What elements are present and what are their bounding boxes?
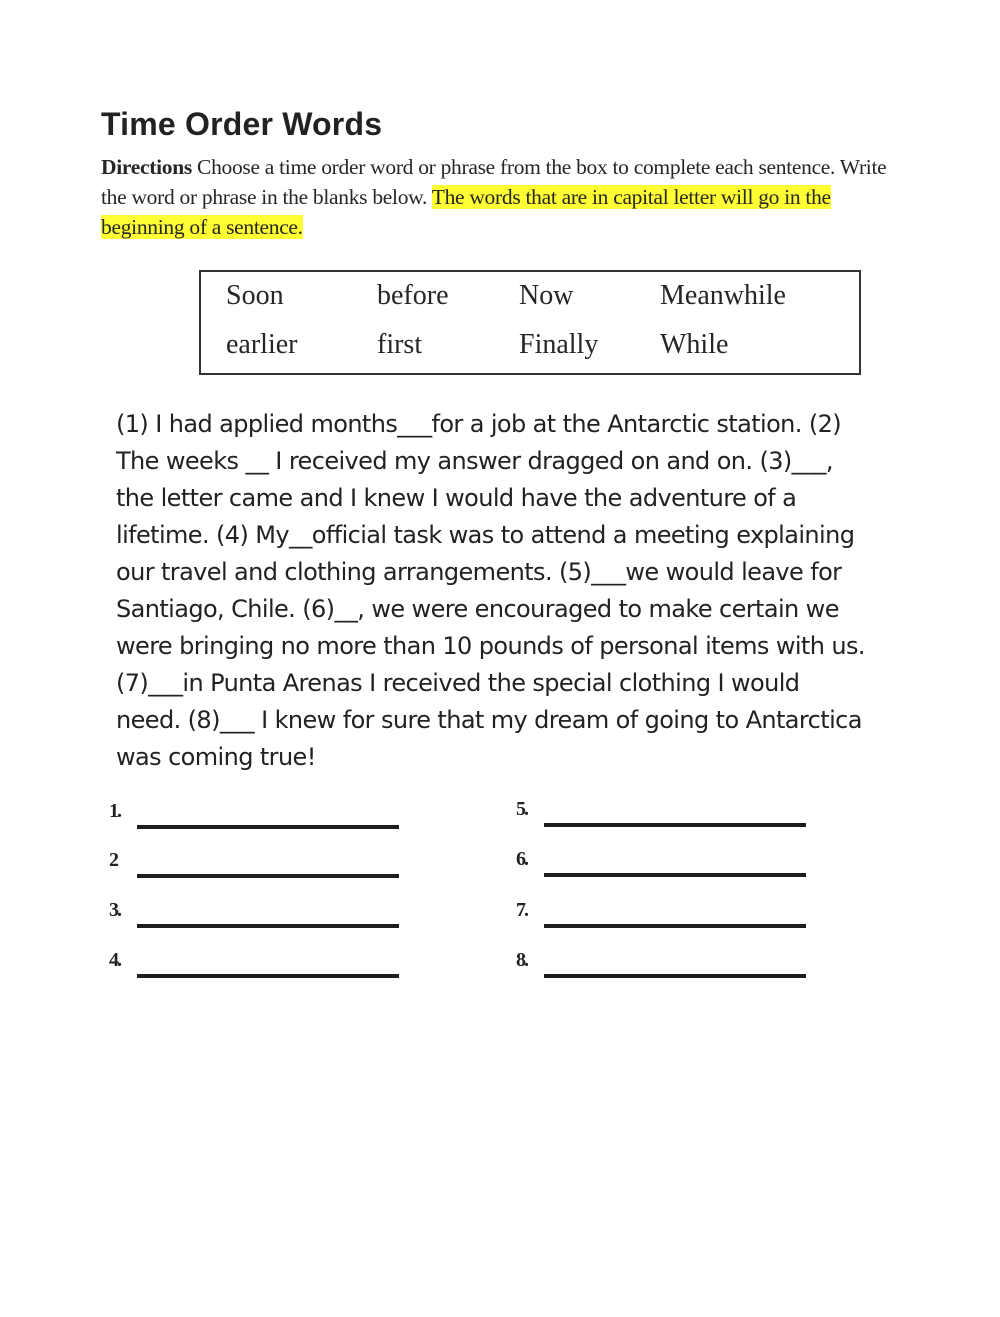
passage-text: (7) xyxy=(116,669,149,697)
passage-text: for a job at the Antarctic station. (2) xyxy=(431,410,842,438)
passage-text: (1) I had applied months xyxy=(116,410,398,438)
passage-text: official task was to attend a meeting explaining xyxy=(311,521,855,549)
answer-number: 2 xyxy=(109,849,117,871)
passage-line xyxy=(116,591,946,628)
passage-line xyxy=(116,554,946,591)
answer-input-6[interactable] xyxy=(544,873,806,877)
answer-row-4 xyxy=(109,949,409,989)
answer-input-5[interactable] xyxy=(544,823,806,827)
directions xyxy=(101,152,901,242)
answer-input-8[interactable] xyxy=(544,974,806,978)
word-bank-item: Now xyxy=(519,280,574,311)
answer-number: 8. xyxy=(516,949,527,971)
passage-line xyxy=(116,702,946,739)
passage-line xyxy=(116,665,946,702)
passage-text: were bringing no more than 10 pounds of personal items with us. xyxy=(116,632,865,660)
passage-blank-3: ___ xyxy=(791,447,826,475)
word-bank-item: first xyxy=(377,329,423,360)
passage-text: I knew for sure that my dream of going to Antarctica xyxy=(254,706,862,734)
passage-text: The weeks xyxy=(116,447,246,475)
answer-number: 5. xyxy=(516,798,527,820)
passage-line xyxy=(116,628,946,665)
passage-blank-2: __ xyxy=(245,447,269,475)
answer-number: 3. xyxy=(109,899,120,921)
answer-row-6 xyxy=(516,848,816,888)
passage-text: need. (8) xyxy=(116,706,220,734)
passage-text: Santiago, Chile. (6) xyxy=(116,595,335,623)
answer-row-7 xyxy=(516,899,816,939)
passage-text: I received my answer dragged on and on. (3) xyxy=(268,447,792,475)
passage-blank-1: ___ xyxy=(397,410,432,438)
passage-text: , xyxy=(825,447,833,475)
passage-text: , we were encouraged to make certain we xyxy=(357,595,839,623)
word-bank-box xyxy=(199,270,861,375)
directions-text: Choose a time order word or phrase from the box to complete each sentence. Write the word or phrase in the blanks below. xyxy=(101,155,887,209)
story-passage xyxy=(116,406,946,776)
passage-line xyxy=(116,739,946,776)
answer-number: 6. xyxy=(516,848,527,870)
answer-input-7[interactable] xyxy=(544,924,806,928)
answer-row-5 xyxy=(516,798,816,838)
answer-row-1 xyxy=(109,800,409,840)
passage-text: was coming true! xyxy=(116,743,316,771)
passage-text: our travel and clothing arrangements. (5) xyxy=(116,558,592,586)
passage-text: we would leave for xyxy=(625,558,842,586)
answer-input-2[interactable] xyxy=(137,874,399,878)
word-bank-item: earlier xyxy=(226,329,298,360)
directions-label: Directions xyxy=(101,155,192,179)
answer-input-4[interactable] xyxy=(137,974,399,978)
word-bank-item: Finally xyxy=(519,329,599,360)
passage-blank-7: ___ xyxy=(148,669,183,697)
answer-number: 4. xyxy=(109,949,120,971)
passage-blank-5: ___ xyxy=(591,558,626,586)
answer-row-2 xyxy=(109,849,409,889)
passage-line xyxy=(116,480,946,517)
passage-text: lifetime. (4) My xyxy=(116,521,289,549)
word-bank-item: While xyxy=(660,329,729,360)
answer-row-8 xyxy=(516,949,816,989)
answer-row-3 xyxy=(109,899,409,939)
passage-line xyxy=(116,517,946,554)
answer-input-3[interactable] xyxy=(137,924,399,928)
passage-line xyxy=(116,443,946,480)
passage-blank-8: ___ xyxy=(219,706,255,734)
word-bank-item: Meanwhile xyxy=(660,280,786,311)
passage-blank-4: __ xyxy=(288,521,312,549)
word-bank-item: Soon xyxy=(226,280,284,311)
page-title: Time Order Words xyxy=(101,106,383,142)
passage-blank-6: __ xyxy=(334,595,358,623)
answer-input-1[interactable] xyxy=(137,825,399,829)
directions-highlighted-note: The words that are in capital letter will go in the beginning of a sentence. xyxy=(101,185,831,239)
word-bank-item: before xyxy=(377,280,449,311)
passage-text: in Punta Arenas I received the special clothing I would xyxy=(182,669,800,697)
answer-number: 1. xyxy=(109,800,120,822)
passage-line xyxy=(116,406,946,443)
answer-number: 7. xyxy=(516,899,527,921)
passage-text: the letter came and I knew I would have the adventure of a xyxy=(116,484,797,512)
